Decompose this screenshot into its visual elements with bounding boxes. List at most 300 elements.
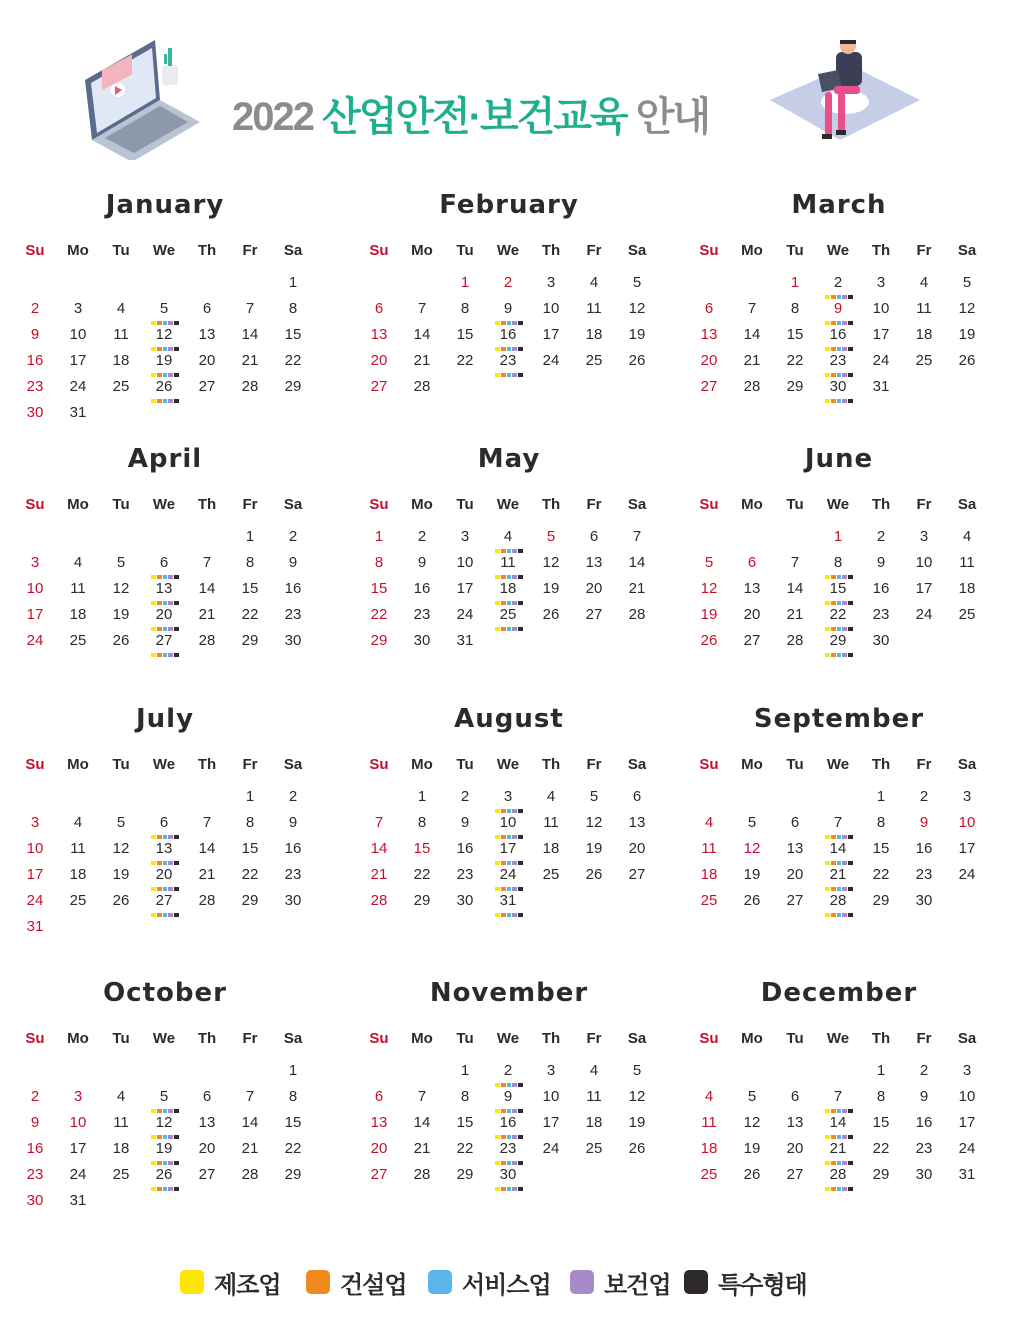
day-cell[interactable]: 11	[543, 814, 559, 831]
day-cell[interactable]: 12	[628, 300, 646, 317]
day-cell[interactable]: 3	[30, 814, 40, 831]
day-cell[interactable]: 21	[786, 606, 804, 623]
day-cell[interactable]: 6	[589, 528, 599, 545]
day-cell[interactable]: 26	[743, 892, 761, 909]
day-cell[interactable]: 2	[503, 274, 513, 291]
day-cell[interactable]: 19	[112, 606, 130, 623]
day-cell[interactable]: 19	[628, 1114, 646, 1131]
day-cell[interactable]: 6	[144, 554, 184, 571]
day-cell[interactable]: 18	[488, 580, 528, 597]
day-cell[interactable]: 16	[488, 326, 528, 343]
day-cell[interactable]: 26	[144, 378, 184, 395]
day-cell[interactable]: 21	[743, 352, 761, 369]
day-cell[interactable]: 2	[818, 274, 858, 291]
day-cell[interactable]: 8	[460, 300, 470, 317]
day-cell[interactable]: 5	[704, 554, 714, 571]
day-cell[interactable]: 26	[743, 1166, 761, 1183]
day-cell[interactable]: 4	[116, 1088, 126, 1105]
day-cell[interactable]: 10	[69, 326, 87, 343]
day-cell[interactable]: 16	[872, 580, 890, 597]
day-cell[interactable]: 17	[872, 326, 890, 343]
day-cell[interactable]: 18	[700, 866, 718, 883]
day-cell[interactable]: 29	[413, 892, 431, 909]
day-cell[interactable]: 23	[872, 606, 890, 623]
day-cell[interactable]: 29	[872, 1166, 890, 1183]
day-cell[interactable]: 11	[959, 554, 975, 571]
day-cell[interactable]: 7	[202, 554, 212, 571]
day-cell[interactable]: 3	[962, 1062, 972, 1079]
day-cell[interactable]: 20	[198, 352, 216, 369]
day-cell[interactable]: 25	[700, 1166, 718, 1183]
day-cell[interactable]: 28	[413, 1166, 431, 1183]
day-cell[interactable]: 5	[747, 1088, 757, 1105]
day-cell[interactable]: 26	[112, 632, 130, 649]
day-cell[interactable]: 20	[370, 352, 388, 369]
day-cell[interactable]: 22	[872, 866, 890, 883]
day-cell[interactable]: 3	[919, 528, 929, 545]
day-cell[interactable]: 23	[284, 606, 302, 623]
day-cell[interactable]: 15	[284, 326, 302, 343]
day-cell[interactable]: 30	[26, 1192, 44, 1209]
day-cell[interactable]: 30	[456, 892, 474, 909]
day-cell[interactable]: 4	[73, 554, 83, 571]
day-cell[interactable]: 18	[112, 1140, 130, 1157]
day-cell[interactable]: 14	[743, 326, 761, 343]
day-cell[interactable]: 12	[743, 1114, 761, 1131]
day-cell[interactable]: 12	[628, 1088, 646, 1105]
day-cell[interactable]: 18	[915, 326, 933, 343]
day-cell[interactable]: 23	[26, 378, 44, 395]
day-cell[interactable]: 17	[958, 840, 976, 857]
day-cell[interactable]: 24	[69, 378, 87, 395]
day-cell[interactable]: 6	[790, 1088, 800, 1105]
day-cell[interactable]: 8	[288, 1088, 298, 1105]
day-cell[interactable]: 23	[915, 1140, 933, 1157]
day-cell[interactable]: 11	[701, 1114, 717, 1131]
day-cell[interactable]: 13	[786, 840, 804, 857]
day-cell[interactable]: 1	[460, 1062, 470, 1079]
day-cell[interactable]: 25	[112, 1166, 130, 1183]
day-cell[interactable]: 10	[542, 1088, 560, 1105]
day-cell[interactable]: 25	[585, 1140, 603, 1157]
day-cell[interactable]: 14	[198, 840, 216, 857]
day-cell[interactable]: 22	[872, 1140, 890, 1157]
day-cell[interactable]: 12	[585, 814, 603, 831]
day-cell[interactable]: 28	[198, 892, 216, 909]
day-cell[interactable]: 26	[542, 606, 560, 623]
day-cell[interactable]: 24	[456, 606, 474, 623]
day-cell[interactable]: 16	[915, 1114, 933, 1131]
day-cell[interactable]: 28	[413, 378, 431, 395]
day-cell[interactable]: 26	[700, 632, 718, 649]
day-cell[interactable]: 4	[589, 274, 599, 291]
day-cell[interactable]: 18	[69, 606, 87, 623]
day-cell[interactable]: 8	[245, 814, 255, 831]
day-cell[interactable]: 8	[790, 300, 800, 317]
day-cell[interactable]: 17	[915, 580, 933, 597]
day-cell[interactable]: 15	[241, 580, 259, 597]
day-cell[interactable]: 18	[69, 866, 87, 883]
day-cell[interactable]: 15	[872, 1114, 890, 1131]
day-cell[interactable]: 16	[915, 840, 933, 857]
day-cell[interactable]: 29	[786, 378, 804, 395]
day-cell[interactable]: 6	[202, 1088, 212, 1105]
day-cell[interactable]: 9	[488, 1088, 528, 1105]
day-cell[interactable]: 7	[818, 1088, 858, 1105]
day-cell[interactable]: 19	[585, 840, 603, 857]
day-cell[interactable]: 21	[241, 352, 259, 369]
day-cell[interactable]: 22	[818, 606, 858, 623]
day-cell[interactable]: 22	[284, 1140, 302, 1157]
day-cell[interactable]: 1	[374, 528, 384, 545]
day-cell[interactable]: 23	[284, 866, 302, 883]
day-cell[interactable]: 24	[542, 352, 560, 369]
day-cell[interactable]: 24	[872, 352, 890, 369]
day-cell[interactable]: 8	[460, 1088, 470, 1105]
day-cell[interactable]: 10	[872, 300, 890, 317]
day-cell[interactable]: 2	[488, 1062, 528, 1079]
day-cell[interactable]: 3	[30, 554, 40, 571]
day-cell[interactable]: 31	[958, 1166, 976, 1183]
day-cell[interactable]: 8	[417, 814, 427, 831]
day-cell[interactable]: 4	[546, 788, 556, 805]
day-cell[interactable]: 7	[202, 814, 212, 831]
day-cell[interactable]: 31	[488, 892, 528, 909]
day-cell[interactable]: 13	[198, 326, 216, 343]
day-cell[interactable]: 11	[586, 1088, 602, 1105]
day-cell[interactable]: 13	[144, 580, 184, 597]
day-cell[interactable]: 7	[790, 554, 800, 571]
day-cell[interactable]: 14	[818, 1114, 858, 1131]
day-cell[interactable]: 26	[958, 352, 976, 369]
day-cell[interactable]: 14	[241, 326, 259, 343]
day-cell[interactable]: 4	[704, 1088, 714, 1105]
day-cell[interactable]: 24	[488, 866, 528, 883]
day-cell[interactable]: 25	[69, 892, 87, 909]
day-cell[interactable]: 10	[456, 554, 474, 571]
day-cell[interactable]: 17	[542, 326, 560, 343]
day-cell[interactable]: 14	[818, 840, 858, 857]
day-cell[interactable]: 31	[872, 378, 890, 395]
day-cell[interactable]: 15	[370, 580, 388, 597]
day-cell[interactable]: 14	[198, 580, 216, 597]
day-cell[interactable]: 19	[542, 580, 560, 597]
day-cell[interactable]: 26	[585, 866, 603, 883]
day-cell[interactable]: 27	[743, 632, 761, 649]
day-cell[interactable]: 30	[818, 378, 858, 395]
day-cell[interactable]: 19	[958, 326, 976, 343]
day-cell[interactable]: 23	[456, 866, 474, 883]
day-cell[interactable]: 15	[818, 580, 858, 597]
day-cell[interactable]: 4	[116, 300, 126, 317]
day-cell[interactable]: 27	[628, 866, 646, 883]
day-cell[interactable]: 10	[958, 814, 976, 831]
day-cell[interactable]: 7	[747, 300, 757, 317]
day-cell[interactable]: 6	[374, 1088, 384, 1105]
day-cell[interactable]: 25	[488, 606, 528, 623]
day-cell[interactable]: 30	[284, 632, 302, 649]
day-cell[interactable]: 30	[488, 1166, 528, 1183]
day-cell[interactable]: 15	[413, 840, 431, 857]
day-cell[interactable]: 9	[288, 554, 298, 571]
day-cell[interactable]: 17	[542, 1114, 560, 1131]
day-cell[interactable]: 16	[456, 840, 474, 857]
day-cell[interactable]: 5	[144, 1088, 184, 1105]
day-cell[interactable]: 5	[962, 274, 972, 291]
day-cell[interactable]: 6	[790, 814, 800, 831]
day-cell[interactable]: 13	[585, 554, 603, 571]
day-cell[interactable]: 20	[700, 352, 718, 369]
day-cell[interactable]: 7	[417, 1088, 427, 1105]
day-cell[interactable]: 18	[700, 1140, 718, 1157]
day-cell[interactable]: 27	[786, 1166, 804, 1183]
day-cell[interactable]: 2	[876, 528, 886, 545]
day-cell[interactable]: 11	[701, 840, 717, 857]
day-cell[interactable]: 3	[876, 274, 886, 291]
day-cell[interactable]: 2	[30, 300, 40, 317]
day-cell[interactable]: 18	[585, 1114, 603, 1131]
day-cell[interactable]: 19	[144, 1140, 184, 1157]
day-cell[interactable]: 8	[288, 300, 298, 317]
day-cell[interactable]: 15	[786, 326, 804, 343]
day-cell[interactable]: 20	[144, 866, 184, 883]
day-cell[interactable]: 25	[915, 352, 933, 369]
day-cell[interactable]: 9	[288, 814, 298, 831]
day-cell[interactable]: 22	[786, 352, 804, 369]
day-cell[interactable]: 25	[958, 606, 976, 623]
day-cell[interactable]: 6	[632, 788, 642, 805]
day-cell[interactable]: 9	[30, 1114, 40, 1131]
day-cell[interactable]: 10	[26, 840, 44, 857]
day-cell[interactable]: 8	[876, 814, 886, 831]
day-cell[interactable]: 11	[586, 300, 602, 317]
day-cell[interactable]: 1	[288, 1062, 298, 1079]
day-cell[interactable]: 23	[818, 352, 858, 369]
day-cell[interactable]: 7	[818, 814, 858, 831]
day-cell[interactable]: 6	[374, 300, 384, 317]
day-cell[interactable]: 28	[198, 632, 216, 649]
day-cell[interactable]: 28	[786, 632, 804, 649]
day-cell[interactable]: 3	[546, 274, 556, 291]
day-cell[interactable]: 17	[958, 1114, 976, 1131]
day-cell[interactable]: 1	[460, 274, 470, 291]
day-cell[interactable]: 17	[69, 1140, 87, 1157]
day-cell[interactable]: 2	[417, 528, 427, 545]
day-cell[interactable]: 21	[413, 352, 431, 369]
day-cell[interactable]: 5	[116, 814, 126, 831]
day-cell[interactable]: 18	[542, 840, 560, 857]
day-cell[interactable]: 13	[144, 840, 184, 857]
day-cell[interactable]: 27	[370, 1166, 388, 1183]
day-cell[interactable]: 15	[241, 840, 259, 857]
day-cell[interactable]: 26	[628, 1140, 646, 1157]
day-cell[interactable]: 9	[919, 814, 929, 831]
day-cell[interactable]: 6	[202, 300, 212, 317]
day-cell[interactable]: 31	[69, 1192, 87, 1209]
day-cell[interactable]: 22	[456, 352, 474, 369]
day-cell[interactable]: 31	[26, 918, 44, 935]
day-cell[interactable]: 21	[628, 580, 646, 597]
day-cell[interactable]: 9	[876, 554, 886, 571]
day-cell[interactable]: 10	[542, 300, 560, 317]
day-cell[interactable]: 23	[488, 1140, 528, 1157]
day-cell[interactable]: 11	[488, 554, 528, 571]
day-cell[interactable]: 15	[456, 1114, 474, 1131]
day-cell[interactable]: 17	[26, 866, 44, 883]
day-cell[interactable]: 30	[872, 632, 890, 649]
day-cell[interactable]: 25	[700, 892, 718, 909]
day-cell[interactable]: 27	[585, 606, 603, 623]
day-cell[interactable]: 12	[542, 554, 560, 571]
day-cell[interactable]: 24	[69, 1166, 87, 1183]
day-cell[interactable]: 3	[73, 1088, 83, 1105]
day-cell[interactable]: 26	[112, 892, 130, 909]
day-cell[interactable]: 28	[818, 892, 858, 909]
day-cell[interactable]: 3	[73, 300, 83, 317]
day-cell[interactable]: 30	[915, 892, 933, 909]
day-cell[interactable]: 18	[958, 580, 976, 597]
day-cell[interactable]: 29	[456, 1166, 474, 1183]
day-cell[interactable]: 6	[144, 814, 184, 831]
day-cell[interactable]: 16	[818, 326, 858, 343]
day-cell[interactable]: 22	[241, 606, 259, 623]
day-cell[interactable]: 13	[628, 814, 646, 831]
day-cell[interactable]: 26	[628, 352, 646, 369]
day-cell[interactable]: 18	[585, 326, 603, 343]
day-cell[interactable]: 11	[113, 326, 129, 343]
day-cell[interactable]: 7	[632, 528, 642, 545]
day-cell[interactable]: 27	[786, 892, 804, 909]
day-cell[interactable]: 12	[958, 300, 976, 317]
day-cell[interactable]: 19	[628, 326, 646, 343]
day-cell[interactable]: 12	[144, 326, 184, 343]
day-cell[interactable]: 17	[26, 606, 44, 623]
day-cell[interactable]: 27	[144, 632, 184, 649]
day-cell[interactable]: 4	[488, 528, 528, 545]
day-cell[interactable]: 3	[488, 788, 528, 805]
day-cell[interactable]: 27	[370, 378, 388, 395]
day-cell[interactable]: 28	[743, 378, 761, 395]
day-cell[interactable]: 29	[284, 378, 302, 395]
day-cell[interactable]: 31	[456, 632, 474, 649]
day-cell[interactable]: 30	[26, 404, 44, 421]
day-cell[interactable]: 8	[374, 554, 384, 571]
day-cell[interactable]: 1	[790, 274, 800, 291]
day-cell[interactable]: 14	[241, 1114, 259, 1131]
day-cell[interactable]: 9	[919, 1088, 929, 1105]
day-cell[interactable]: 7	[245, 1088, 255, 1105]
day-cell[interactable]: 23	[915, 866, 933, 883]
day-cell[interactable]: 23	[26, 1166, 44, 1183]
day-cell[interactable]: 27	[144, 892, 184, 909]
day-cell[interactable]: 5	[144, 300, 184, 317]
day-cell[interactable]: 19	[743, 866, 761, 883]
day-cell[interactable]: 22	[370, 606, 388, 623]
day-cell[interactable]: 10	[488, 814, 528, 831]
day-cell[interactable]: 30	[284, 892, 302, 909]
day-cell[interactable]: 2	[30, 1088, 40, 1105]
day-cell[interactable]: 11	[70, 840, 86, 857]
day-cell[interactable]: 4	[704, 814, 714, 831]
day-cell[interactable]: 19	[700, 606, 718, 623]
day-cell[interactable]: 2	[288, 528, 298, 545]
day-cell[interactable]: 21	[241, 1140, 259, 1157]
day-cell[interactable]: 3	[962, 788, 972, 805]
day-cell[interactable]: 10	[958, 1088, 976, 1105]
day-cell[interactable]: 20	[144, 606, 184, 623]
day-cell[interactable]: 29	[241, 632, 259, 649]
day-cell[interactable]: 1	[417, 788, 427, 805]
day-cell[interactable]: 30	[413, 632, 431, 649]
day-cell[interactable]: 1	[288, 274, 298, 291]
day-cell[interactable]: 4	[73, 814, 83, 831]
day-cell[interactable]: 28	[241, 378, 259, 395]
day-cell[interactable]: 12	[743, 840, 761, 857]
day-cell[interactable]: 3	[546, 1062, 556, 1079]
day-cell[interactable]: 9	[460, 814, 470, 831]
day-cell[interactable]: 20	[198, 1140, 216, 1157]
day-cell[interactable]: 24	[915, 606, 933, 623]
day-cell[interactable]: 22	[413, 866, 431, 883]
day-cell[interactable]: 23	[413, 606, 431, 623]
day-cell[interactable]: 21	[198, 606, 216, 623]
day-cell[interactable]: 15	[284, 1114, 302, 1131]
day-cell[interactable]: 27	[198, 1166, 216, 1183]
day-cell[interactable]: 24	[958, 866, 976, 883]
day-cell[interactable]: 1	[876, 788, 886, 805]
day-cell[interactable]: 13	[743, 580, 761, 597]
day-cell[interactable]: 24	[26, 632, 44, 649]
day-cell[interactable]: 4	[962, 528, 972, 545]
day-cell[interactable]: 21	[413, 1140, 431, 1157]
day-cell[interactable]: 2	[919, 1062, 929, 1079]
day-cell[interactable]: 2	[460, 788, 470, 805]
day-cell[interactable]: 17	[488, 840, 528, 857]
day-cell[interactable]: 13	[370, 1114, 388, 1131]
day-cell[interactable]: 19	[144, 352, 184, 369]
day-cell[interactable]: 14	[628, 554, 646, 571]
day-cell[interactable]: 20	[370, 1140, 388, 1157]
day-cell[interactable]: 1	[876, 1062, 886, 1079]
day-cell[interactable]: 15	[456, 326, 474, 343]
day-cell[interactable]: 23	[488, 352, 528, 369]
day-cell[interactable]: 7	[417, 300, 427, 317]
day-cell[interactable]: 14	[413, 326, 431, 343]
day-cell[interactable]: 12	[112, 580, 130, 597]
day-cell[interactable]: 5	[546, 528, 556, 545]
day-cell[interactable]: 25	[585, 352, 603, 369]
day-cell[interactable]: 29	[284, 1166, 302, 1183]
day-cell[interactable]: 13	[700, 326, 718, 343]
day-cell[interactable]: 24	[26, 892, 44, 909]
day-cell[interactable]: 9	[488, 300, 528, 317]
day-cell[interactable]: 7	[374, 814, 384, 831]
day-cell[interactable]: 8	[818, 554, 858, 571]
day-cell[interactable]: 8	[245, 554, 255, 571]
day-cell[interactable]: 5	[747, 814, 757, 831]
day-cell[interactable]: 16	[26, 352, 44, 369]
day-cell[interactable]: 7	[245, 300, 255, 317]
day-cell[interactable]: 20	[786, 1140, 804, 1157]
day-cell[interactable]: 6	[747, 554, 757, 571]
day-cell[interactable]: 22	[241, 866, 259, 883]
day-cell[interactable]: 29	[872, 892, 890, 909]
day-cell[interactable]: 5	[589, 788, 599, 805]
day-cell[interactable]: 11	[113, 1114, 129, 1131]
day-cell[interactable]: 11	[916, 300, 932, 317]
day-cell[interactable]: 28	[818, 1166, 858, 1183]
day-cell[interactable]: 1	[245, 788, 255, 805]
